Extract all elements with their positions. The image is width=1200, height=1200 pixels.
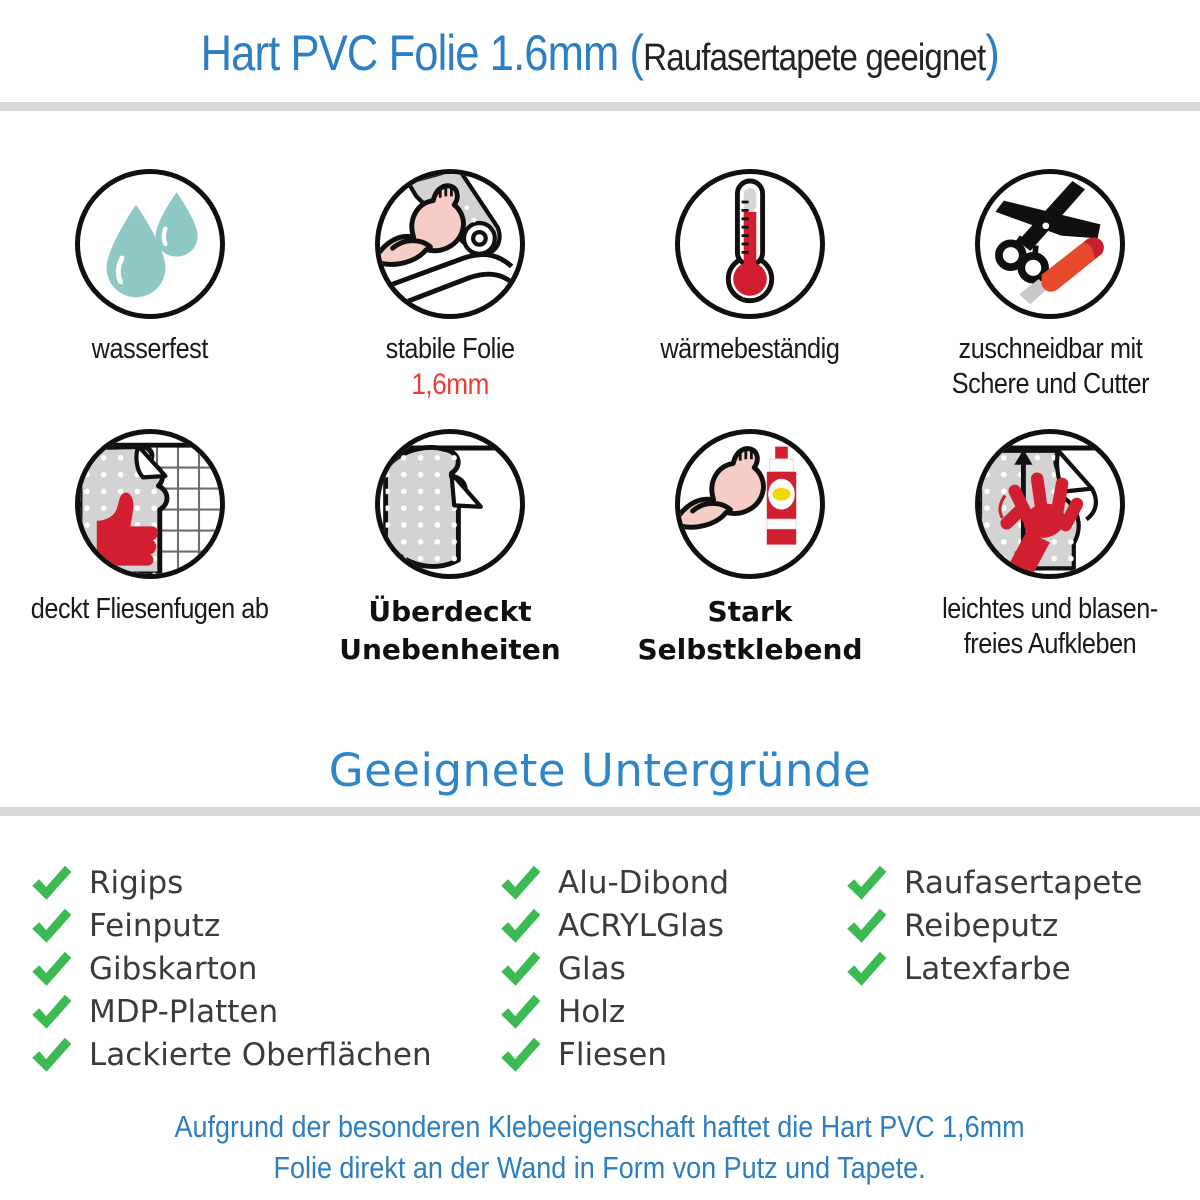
surfaces-heading: Geeignete Untergründe (328, 744, 872, 797)
surface-label: Gibskarton (89, 950, 258, 987)
surface-item (28, 861, 432, 904)
surface-item (497, 990, 729, 1033)
surface-label: Holz (558, 993, 626, 1030)
muscle-glue-icon (680, 434, 820, 574)
surface-label: Alu-Dibond (558, 864, 730, 901)
surface-item (497, 904, 729, 947)
thickness-value: 1,6mm (411, 368, 489, 401)
divider-middle (0, 807, 1200, 816)
check-icon (843, 950, 888, 987)
tile-cover-icon (80, 434, 220, 574)
check-icon (28, 993, 73, 1030)
feature-label: stabile Folie 1,6mm (385, 333, 515, 401)
title-close-paren: ) (985, 25, 1000, 81)
feature-waermebestaendig (600, 111, 900, 429)
surfaces-column-1 (28, 861, 432, 1076)
feature-unebenheiten (300, 429, 600, 669)
surface-label: Glas (558, 950, 626, 987)
feature-stabile-folie (300, 111, 600, 429)
surface-label: MDP-Platten (89, 993, 279, 1030)
feature-label: leichtes und blasen- freies Aufkleben (942, 593, 1158, 660)
surface-label: Raufasertapete (904, 864, 1143, 901)
surface-item (28, 947, 432, 990)
check-icon (497, 907, 542, 944)
surface-label: ACRYLGlas (558, 907, 724, 944)
surface-label: Lackierte Oberflächen (89, 1036, 432, 1073)
check-icon (28, 950, 73, 987)
check-icon (497, 1036, 542, 1073)
surface-label: Rigips (89, 864, 184, 901)
title-main: Hart PVC Folie 1.6mm ( (200, 25, 644, 81)
check-icon (843, 907, 888, 944)
feature-grid (0, 111, 1200, 669)
feature-label: deckt Fliesenfugen ab (31, 593, 269, 625)
check-icon (28, 864, 73, 901)
check-icon (843, 864, 888, 901)
check-icon (28, 907, 73, 944)
surface-label: Reibeputz (904, 907, 1059, 944)
surface-label: Feinputz (89, 907, 221, 944)
surfaces-column-2 (497, 861, 729, 1076)
surface-item (843, 904, 1143, 947)
feature-label: Stark Selbstklebend (637, 595, 863, 666)
scissors-cutter-icon (980, 174, 1120, 314)
feature-label: wasserfest (91, 333, 209, 365)
hand-smoothing-icon (980, 434, 1120, 574)
footer-line-2: Folie direkt an der Wand in Form von Putz und Tapete. (273, 1150, 927, 1185)
surface-item (497, 1033, 729, 1076)
surface-item (843, 861, 1143, 904)
feature-label: wärmebeständig (660, 333, 840, 365)
feature-wasserfest (0, 111, 300, 429)
surface-item (28, 990, 432, 1033)
foil-fold-icon (380, 434, 520, 574)
feature-fliesenfugen (0, 429, 300, 669)
check-icon (28, 1036, 73, 1073)
title-sub: Raufasertapete geeignet (643, 37, 986, 79)
page-title (0, 0, 1200, 82)
surfaces-list (0, 861, 1200, 1076)
check-icon (497, 864, 542, 901)
water-drops-icon (80, 174, 220, 314)
check-icon (497, 993, 542, 1030)
surface-item (497, 947, 729, 990)
surface-item (28, 904, 432, 947)
feature-zuschneidbar (900, 111, 1200, 429)
divider-top (0, 102, 1200, 111)
surface-label: Latexfarbe (904, 950, 1071, 987)
check-icon (497, 950, 542, 987)
feature-selbstklebend (600, 429, 900, 669)
feature-aufkleben (900, 429, 1200, 669)
footer-line-1: Aufgrund der besonderen Klebeeigenschaft haftet die Hart PVC 1,6mm (174, 1109, 1026, 1144)
surface-item (497, 861, 729, 904)
surface-item (843, 947, 1143, 990)
footer-note (0, 1106, 1200, 1188)
thermometer-icon (680, 174, 820, 314)
surfaces-column-3 (843, 861, 1143, 990)
surface-label: Fliesen (558, 1036, 667, 1073)
feature-label: Überdeckt Unebenheiten (339, 595, 561, 666)
feature-label: zuschneidbar mit Schere und Cutter (951, 333, 1149, 400)
surface-item (28, 1033, 432, 1076)
muscle-foil-icon (380, 174, 520, 314)
